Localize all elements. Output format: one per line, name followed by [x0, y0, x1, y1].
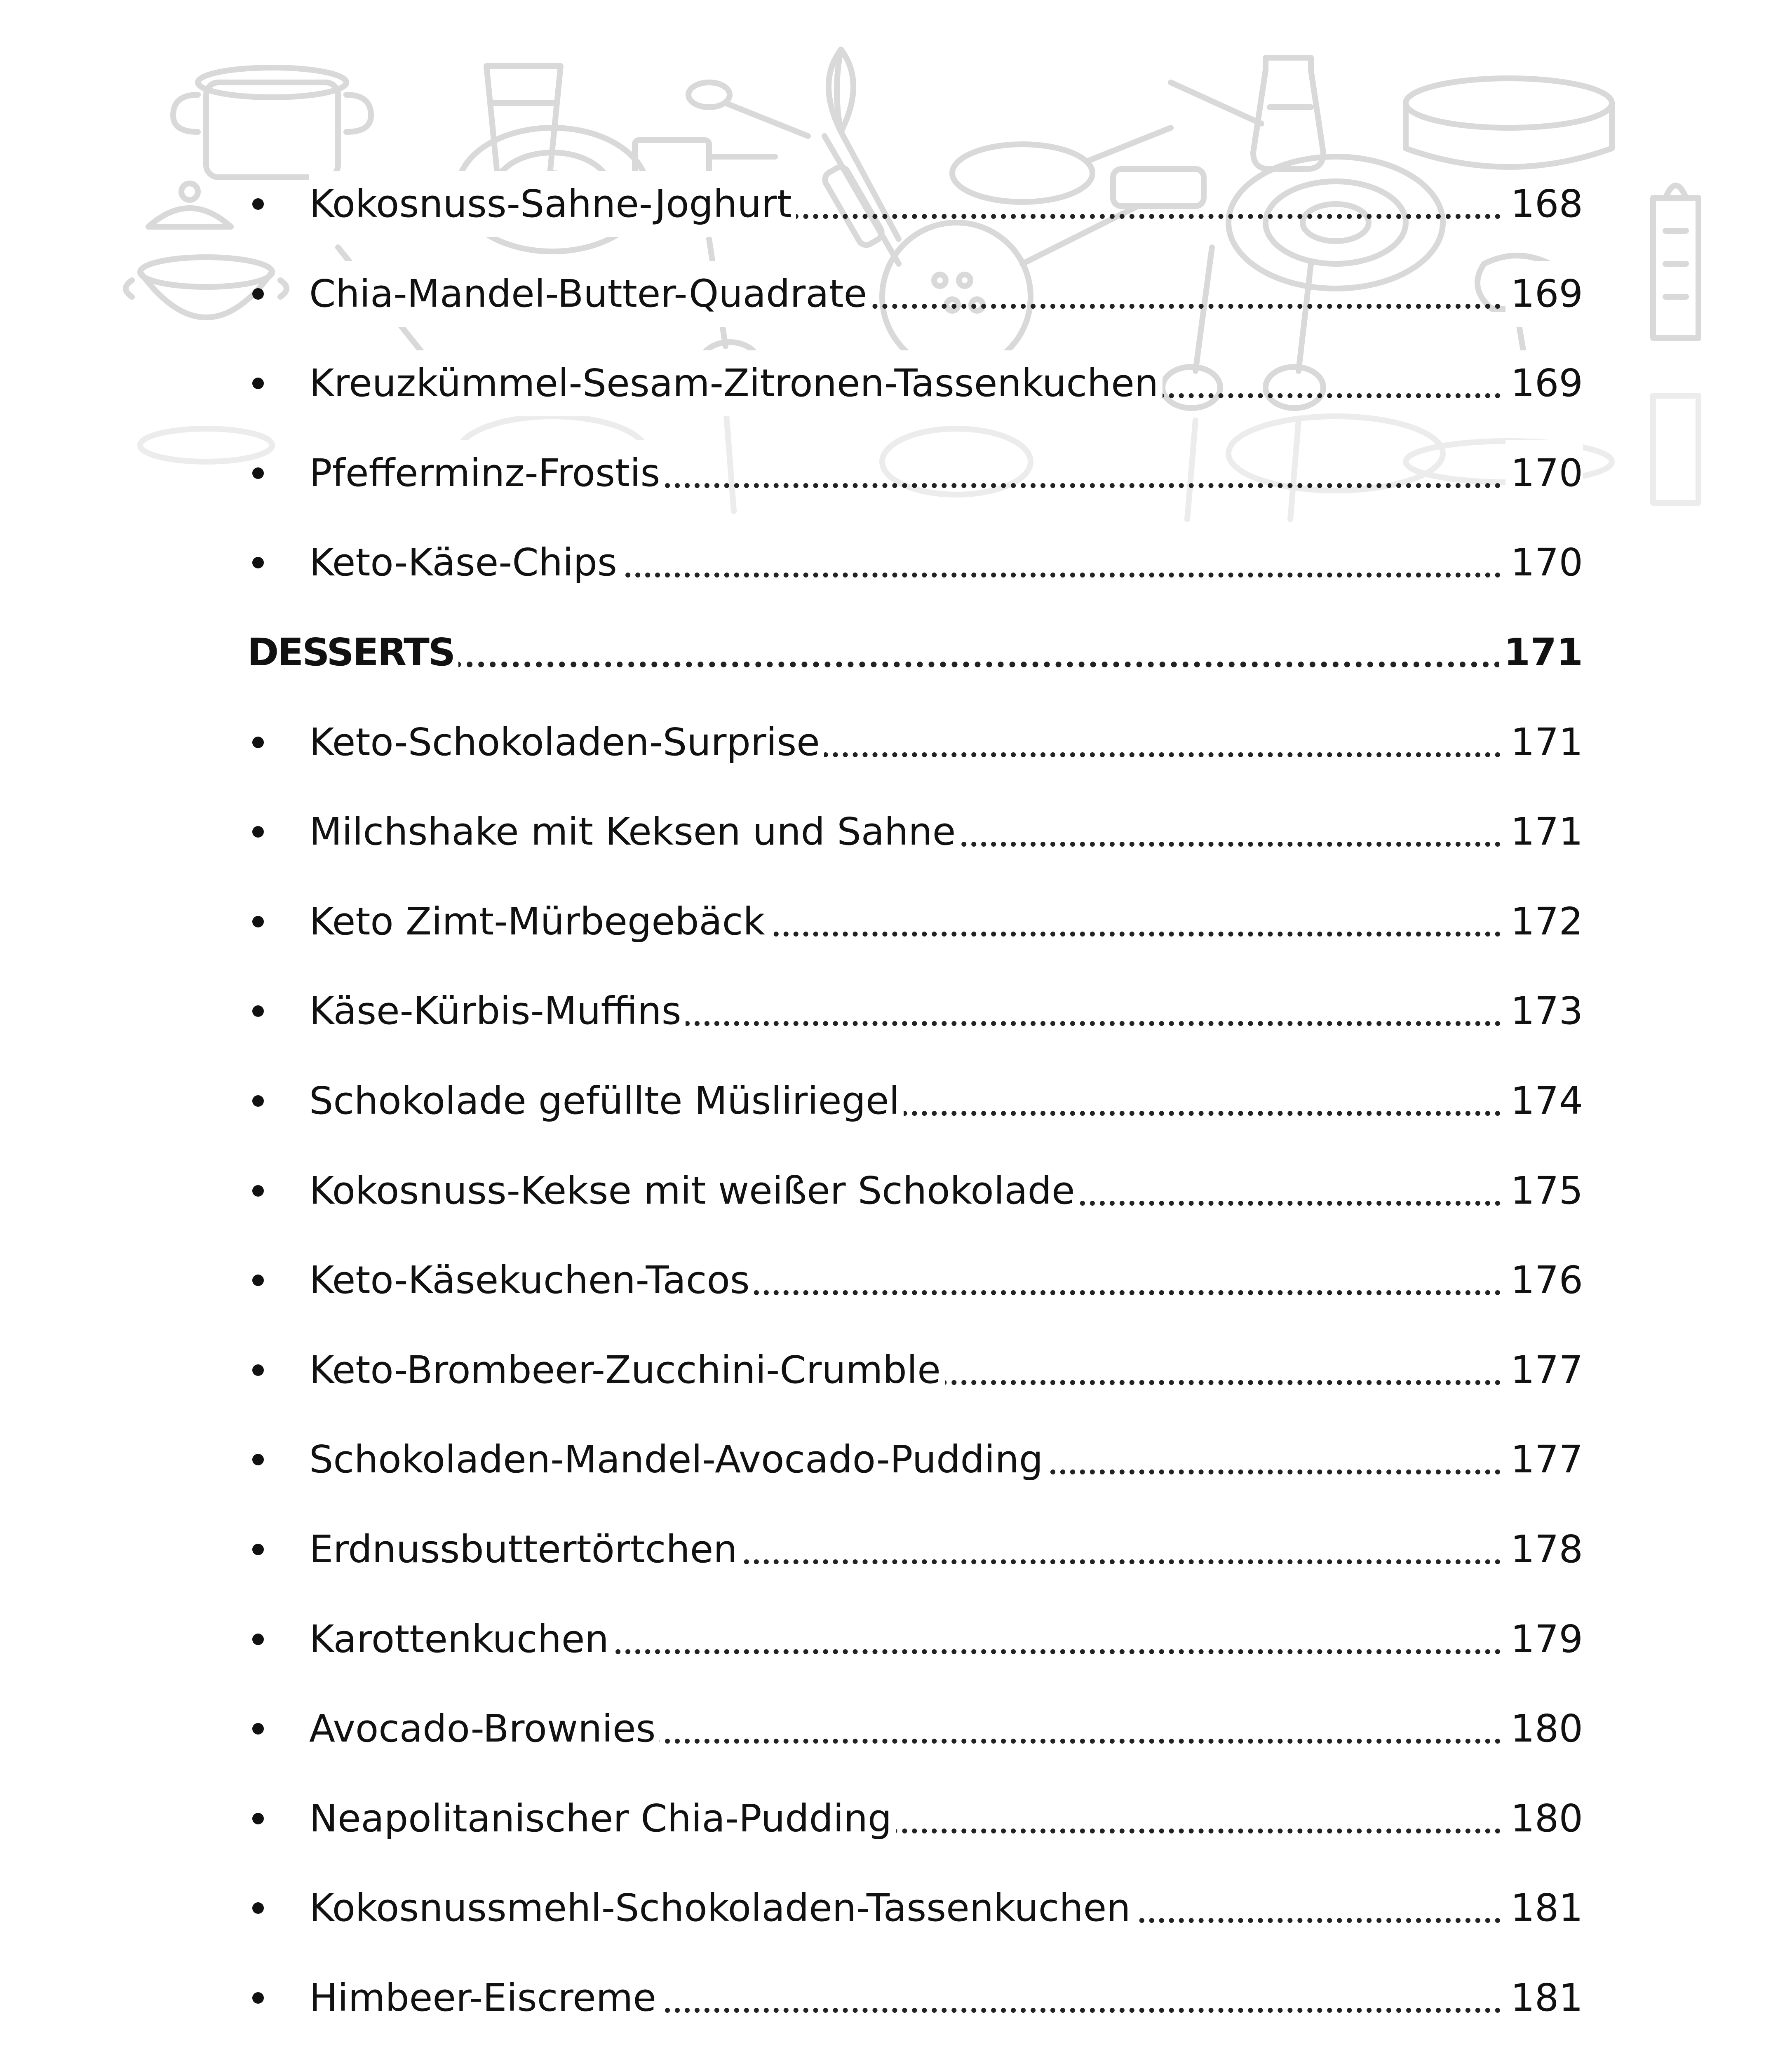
table-of-contents	[247, 0, 1583, 2061]
toc-entry[interactable]	[247, 1158, 1583, 1224]
grater-icon	[1653, 185, 1698, 338]
entry-title: Chia-Mandel-Butter-Quadrate	[309, 261, 871, 327]
bullet-icon	[252, 1902, 264, 1914]
bullet-icon	[252, 826, 264, 838]
bullet-icon	[252, 1005, 264, 1017]
toc-entry[interactable]	[247, 709, 1583, 775]
toc-entry[interactable]	[247, 1068, 1583, 1134]
bullet-icon	[252, 737, 264, 748]
toc-entry[interactable]	[247, 440, 1583, 506]
bullet-icon	[252, 1813, 264, 1824]
entry-title: Himbeer-Eiscreme	[309, 1965, 660, 2031]
page-number: 174	[1505, 1068, 1583, 1134]
toc-entry[interactable]	[247, 350, 1583, 416]
toc-entry[interactable]	[247, 1875, 1583, 1941]
page-number: 169	[1505, 261, 1583, 327]
bullet-icon	[252, 1095, 264, 1107]
bullet-icon	[252, 378, 264, 389]
entry-title: Milchshake mit Keksen und Sahne	[309, 799, 960, 865]
bullet-icon	[252, 467, 264, 479]
entry-title: Kokosnuss-Sahne-Joghurt	[309, 171, 796, 237]
page-number: 179	[1505, 1606, 1583, 1672]
bullet-icon	[252, 1723, 264, 1735]
page-number: 171	[1499, 620, 1583, 685]
bullet-icon	[252, 198, 264, 210]
page-number: 178	[1505, 1516, 1583, 1582]
toc-entry[interactable]	[247, 978, 1583, 1044]
entry-title: Keto-Schokoladen-Surprise	[309, 709, 824, 775]
entry-title: Keto Zimt-Mürbegebäck	[309, 889, 769, 955]
toc-entry[interactable]	[247, 530, 1583, 596]
section-title: DESSERTS	[247, 620, 458, 685]
bullet-icon	[252, 1544, 264, 1555]
page-number: 180	[1505, 1696, 1583, 1762]
bullet-icon	[252, 1992, 264, 2004]
toc-entry[interactable]	[247, 1516, 1583, 1582]
entry-title: Erdnussbuttertörtchen	[309, 1516, 742, 1582]
toc-entry[interactable]	[247, 2055, 1583, 2061]
page-number: 170	[1505, 530, 1583, 596]
page-number: 169	[1505, 350, 1583, 416]
toc-entry[interactable]	[247, 1786, 1583, 1852]
toc-entry[interactable]	[247, 1247, 1583, 1313]
toc-entry[interactable]	[247, 1696, 1583, 1762]
toc-entry[interactable]	[247, 1427, 1583, 1493]
page-number: 177	[1505, 1427, 1583, 1493]
bullet-icon	[252, 916, 264, 927]
page-number: 177	[1505, 1337, 1583, 1403]
toc-entry[interactable]	[247, 1965, 1583, 2031]
page-number: 181	[1505, 1875, 1583, 1941]
entry-title: Pfefferminz-Frostis	[309, 440, 664, 506]
toc-section-heading[interactable]	[247, 620, 1583, 685]
entry-title: Karottenkuchen	[309, 1606, 613, 1672]
toc-entry[interactable]	[247, 889, 1583, 955]
entry-title: Kokosnuss-Kekse mit weißer Schokolade	[309, 1158, 1079, 1224]
entry-title: Avocado-Brownies	[309, 1696, 660, 1762]
page-number: 171	[1505, 709, 1583, 775]
entry-title: Kokosnussmehl-Schokoladen-Tassenkuchen	[309, 1875, 1135, 1941]
bullet-icon	[252, 1634, 264, 1645]
bullet-icon	[252, 288, 264, 300]
toc-entry[interactable]	[247, 171, 1583, 237]
bullet-icon	[252, 1364, 264, 1376]
entry-title: Keto-Käsekuchen-Tacos	[309, 1247, 754, 1313]
page-number: 173	[1505, 978, 1583, 1044]
bullet-icon	[252, 1185, 264, 1197]
toc-entry[interactable]	[247, 1337, 1583, 1403]
bullet-icon	[252, 1275, 264, 1286]
entry-title: Käse-Kürbis-Muffins	[309, 978, 686, 1044]
bullet-icon	[252, 1454, 264, 1465]
page-number: 181	[1505, 1965, 1583, 2031]
page-number	[1505, 2055, 1583, 2061]
page-number: 175	[1505, 1158, 1583, 1224]
lid-icon	[148, 183, 231, 227]
toc-entry[interactable]	[247, 1606, 1583, 1672]
page-number: 171	[1505, 799, 1583, 865]
toc-entry[interactable]	[247, 261, 1583, 327]
entry-title: Schokolade gefüllte Müsliriegel	[309, 1068, 904, 1134]
page-number: 172	[1505, 889, 1583, 955]
toc-entry[interactable]	[247, 799, 1583, 865]
entry-title: Schokoladen-Mandel-Avocado-Pudding	[309, 1427, 1047, 1493]
entry-title: Neapolitanischer Chia-Pudding	[309, 1786, 896, 1852]
page-number: 170	[1505, 440, 1583, 506]
entry-title: Kreuzkümmel-Sesam-Zitronen-Tassenkuchen	[309, 350, 1163, 416]
bullet-icon	[252, 557, 264, 568]
entry-title	[309, 2055, 1008, 2061]
entry-title: Keto-Brombeer-Zucchini-Crumble	[309, 1337, 945, 1403]
entry-title: Keto-Käse-Chips	[309, 530, 621, 596]
page-number: 180	[1505, 1786, 1583, 1852]
page-number: 176	[1505, 1247, 1583, 1313]
page-number: 168	[1505, 171, 1583, 237]
